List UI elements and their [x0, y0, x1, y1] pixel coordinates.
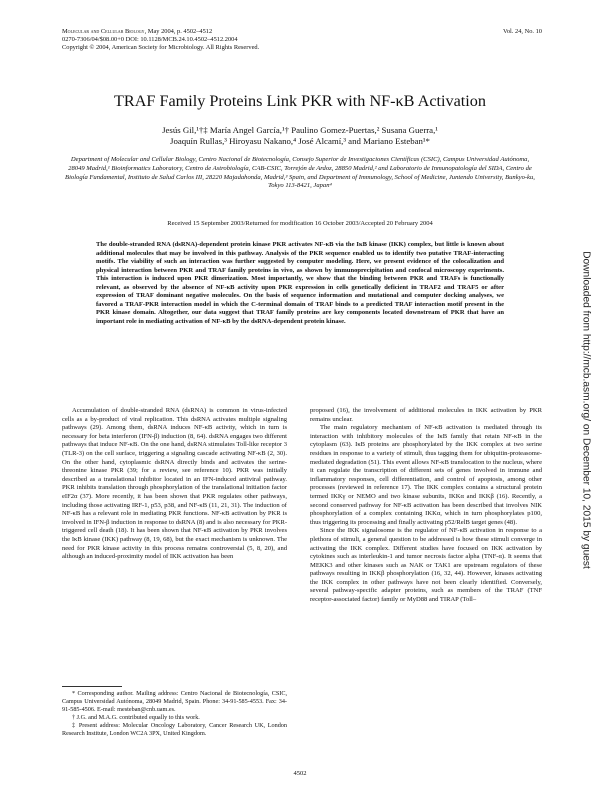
body-paragraph: Since the IKK signalosome is the regulator of NF-κB activation in response to a plethora of stimuli, a general question to be addressed is how these stimuli converge in activating the IKK complex. Different studies have focused on IKK activation by cytokines such as interleukin-1 and tumor necrosis factor alpha (TNF-α). It seems that MEKK3 and other kinases such as NAK or TAK1 are upstream regulators of these pathways resulting in IKKβ phosphorylation (16, 32, 44). However, kinases activating the IKK complex in other pathways have not been clearly identified. Conversely, several pathway-specific adapter proteins, such as members of the TRAF (TNF receptor-associated factor) family or MyD88 and TIRAP (Toll–: [310, 527, 542, 604]
author-line: Joaquín Rullas,³ Hiroyasu Nakano,⁴ José Alcamí,³ and Mariano Esteban¹*: [170, 136, 430, 146]
body-paragraph: proposed (16), the involvement of additional molecules in IKK activation by PKR remains unclear.: [310, 407, 542, 423]
page-number: 4502: [293, 770, 307, 777]
body-paragraph: Accumulation of double-stranded RNA (dsRNA) is common in virus-infected cells as a by-product of viral replication. This dsRNA activates multiple signaling pathways (29). Among them, dsRNA induces NF-κB activity, which in turn is necessary for beta interferon (IFN-β) induction (8, 64). dsRNA engages two different pathways that induce NF-κB. On the one hand, dsRNA stimulates Toll-like receptor 3 (TLR-3) on the cell surface, triggering a signaling cascade activating NF-κB (2, 30). On the other hand, cytoplasmic dsRNA directly binds and activates the serine-threonine kinase PKR (39; for a review, see reference 10). PKR was initially described as a translational inhibitor located in an IFN-induced antiviral pathway. PKR inhibits translation through phosphorylation of the translational initiation factor eIF2α (37). More recently, it has been shown that PKR regulates other pathways, including those activating IRF-1, p53, p38, and NF-κB (11, 21, 31). The induction of NF-κB has a relevant role in mediating PKR functions. NF-κB activation by PKR is involved in IFN-β induction in response to dsRNA (8) and is also necessary for PKR-triggered cell death (18). It has been shown that NF-κB activation by PKR involves the IκB kinase (IKK) pathway (8, 19, 68), but the exact mechanism is unknown. The need for PKR kinase activity in this process remains controversial (5, 8, 20), and although an induced-proximity model of IKK activation has been: [62, 407, 287, 561]
issue-info: , May 2004, p. 4502–4512: [144, 28, 213, 35]
footnote: † J.G. and M.A.G. contributed equally to this work.: [72, 714, 200, 721]
footnotes: [62, 690, 287, 738]
body-column-right: [310, 407, 542, 781]
body-column-left: [62, 407, 287, 657]
article-title: TRAF Family Proteins Link PKR with NF-κB Activation: [114, 92, 486, 110]
journal-header: [62, 28, 542, 52]
author-line: Jesús Gil,¹†‡ María Angel García,¹† Paulino Gomez-Puertas,² Susana Guerra,¹: [162, 125, 438, 135]
affiliations: Department of Molecular and Cellular Biology, Centro Nacional de Biotecnología, Consejo Superior de Investigaciones Científicas (CSIC), Campus Universidad Autónoma, 28049 Madrid,¹ Bioinformatics Laboratory, Centro de Astrobiología, CAB-CSIC, Torrejón de Ardoz, 28850 Madrid,² and Laboratorio de Inmunopatología del SIDA, Centro de Biología Fundamental, Instituto de Salud Carlos III, 28220 Majadahonda, Madrid,³ Spain, and Department of Immunology, School of Medicine, Juntendo University, Bunkyo-ku, Tokyo 113-8421, Japan⁴: [65, 156, 535, 190]
abstract: The double-stranded RNA (dsRNA)-dependent protein kinase PKR activates NF-κB via the IκB kinase (IKK) complex, but little is known about additional molecules that may be involved in this pathway. Analysis of the PKR sequence enabled us to identify two putative TRAF-interacting motifs. The viability of such an interaction was further suggested by computer modeling. Here, we present evidence of the colocalization and physical interaction between PKR and TRAF family proteins in vivo, as shown by immunoprecipitation and confocal microscopy experiments. This interaction is induced upon PKR dimerization. Most importantly, we show that the binding between PKR and TRAFs is functionally relevant, as observed by the absence of NF-κB activity upon PKR expression in cells genetically deficient in TRAF2 and TRAF5 or after expression of TRAF dominant negative molecules. On the basis of sequence information and mutational and computer docking analyses, we favored a TRAF-PKR interaction model in which the C-terminal domain of TRAF binds to a predicted TRAF interaction motif present in the PKR kinase domain. Altogether, our data suggest that TRAF family proteins are key components located downstream of PKR that have an important role in mediating activation of NF-κB by the dsRNA-dependent protein kinase.: [96, 241, 504, 325]
footnote: * Corresponding author. Mailing address: Centro Nacional de Biotecnología, CSIC, Campus Universidad Autónoma, 28049 Madrid, Spain. Phone: 34-91-585-4553. Fax: 34-91-585-4506. E-mail: mesteban@cnb.uam.es.: [62, 690, 287, 713]
footnote: ‡ Present address: Molecular Oncology Laboratory, Cancer Research UK, London Research Institute, London WC2A 3PX, United Kingdom.: [62, 722, 287, 737]
body-paragraph: The main regulatory mechanism of NF-κB activation is mediated through its interaction with inhibitory molecules of the IκB family that retain NF-κB in the cytoplasm (63). IκB proteins are phosphorylated by the IKK complex at two serine residues in response to a variety of stimuli, thus tagging them for ubiquitin-proteasome-mediated degradation (51). This event allows NF-κB translocation to the nucleus, where it can regulate the transcription of different sets of genes involved in immune and inflammatory responses, cell differentiation, and control of apoptosis, among other processes (reviewed in reference 17). The IKK complex contains a structural protein termed IKKγ or NEMO and two kinase subunits, IKKα and IKKβ (16). Recently, a second conserved pathway for NF-κB activation has been described that involves NIK phosphorylation of a complex containing IKKα, which in turn phosphorylates p100, thus triggering its processing and finally activating p52/RelB target genes (48).: [310, 424, 542, 526]
doi-line: 0270-7306/04/$08.00+0 DOI: 10.1128/MCB.24.10.4502–4512.2004: [62, 36, 238, 43]
journal-name: Molecular and Cellular Biology: [62, 28, 145, 35]
received-dates: Received 15 September 2003/Returned for modification 16 October 2003/Accepted 20 February 2004: [167, 220, 433, 227]
journal-citation-line: [62, 28, 542, 36]
copyright-line: Copyright © 2004, American Society for Microbiology. All Rights Reserved.: [62, 44, 260, 51]
volume-info: Vol. 24, No. 10: [503, 28, 542, 35]
author-list: [60, 125, 540, 147]
download-watermark-text: Downloaded from http://mcb.asm.org/ on December 10, 2015 by guest: [580, 251, 592, 569]
footnote-divider: [62, 686, 122, 687]
